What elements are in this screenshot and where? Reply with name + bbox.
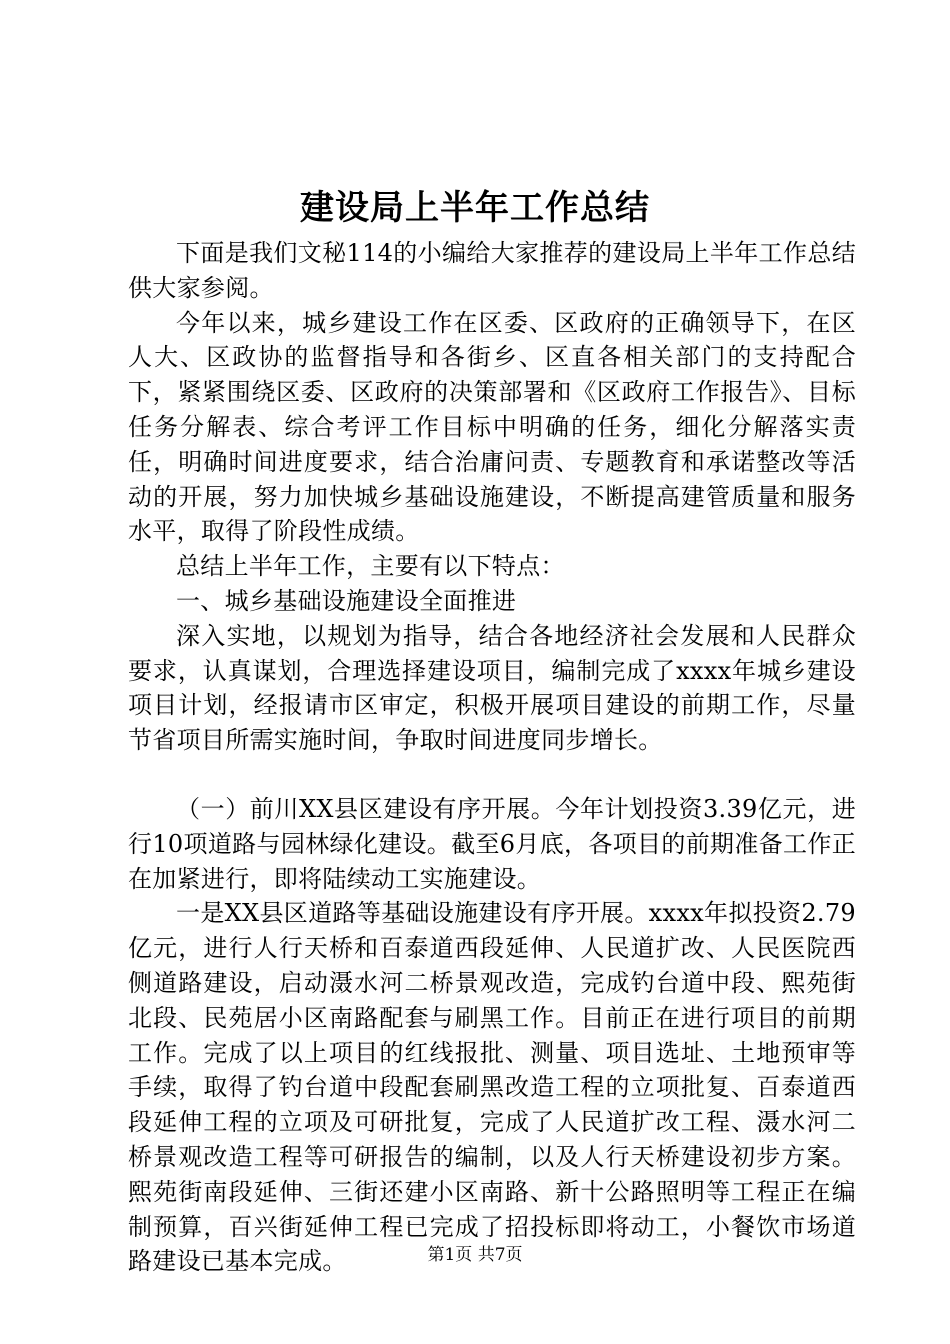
page-footer: 第1页 共7页 bbox=[427, 1245, 523, 1265]
paragraph-overview: 今年以来，城乡建设工作在区委、区政府的正确领导下，在区人大、区政协的监督指导和各街乡、区直各相关部门的支持配合下，紧紧围绕区委、区政府的决策部署和《区政府工作报告》、目标任务分解表、综合考评工作目标中明确的任务，细化分解落实责任，明确时间进度要求，结合治庸问责、专题教育和承诺整改等活动的开展，努力加快城乡基础设施建设，不断提高建管质量和服务水平，取得了阶段性成绩。 bbox=[128, 308, 856, 546]
paragraph-summary-lead: 总结上半年工作，主要有以下特点： bbox=[176, 552, 565, 581]
section-heading-1: 一、城乡基础设施建设全面推进 bbox=[176, 586, 517, 615]
paragraph-item-1: 一是XX县区道路等基础设施建设有序开展。xxxx年拟投资2.79亿元，进行人行天桥和百泰道西段延伸、人民道扩改、人民医院西侧道路建设，启动滠水河二桥景观改造，完成钓台道中段、熙苑街北段、民苑居小区南路配套与刷黑工作。目前正在进行项目的前期工作。完成了以上项目的红线报批、测量、项目选址、土地预审等手续，取得了钓台道中段配套刷黑改造工程的立项批复、百泰道西段延伸工程的立项及可研批复，完成了人民道扩改工程、滠水河二桥景观改造工程等可研报告的编制，以及人行天桥建设初步方案。熙苑街南段延伸、三街还建小区南路、新十公路照明等工程正在编制预算，百兴街延伸工程已完成了招投标即将动工，小餐饮市场道路建设已基本完成。 bbox=[128, 899, 856, 1276]
document-body bbox=[128, 236, 856, 1279]
paragraph-subsection-1: （一）前川XX县区建设有序开展。今年计划投资3.39亿元，进行10项道路与园林绿化建设。截至6月底，各项目的前期准备工作正在加紧进行，即将陆续动工实施建设。 bbox=[128, 794, 856, 893]
document-title: 建设局上半年工作总结 bbox=[300, 188, 650, 228]
paragraph-section-1: 深入实地，以规划为指导，结合各地经济社会发展和人民群众要求，认真谋划，合理选择建设项目，编制完成了xxxx年城乡建设项目计划，经报请市区审定，积极开展项目建设的前期工作，尽量节省项目所需实施时间，争取时间进度同步增长。 bbox=[128, 621, 856, 755]
paragraph-intro: 下面是我们文秘114的小编给大家推荐的建设局上半年工作总结供大家参阅。 bbox=[128, 239, 856, 302]
